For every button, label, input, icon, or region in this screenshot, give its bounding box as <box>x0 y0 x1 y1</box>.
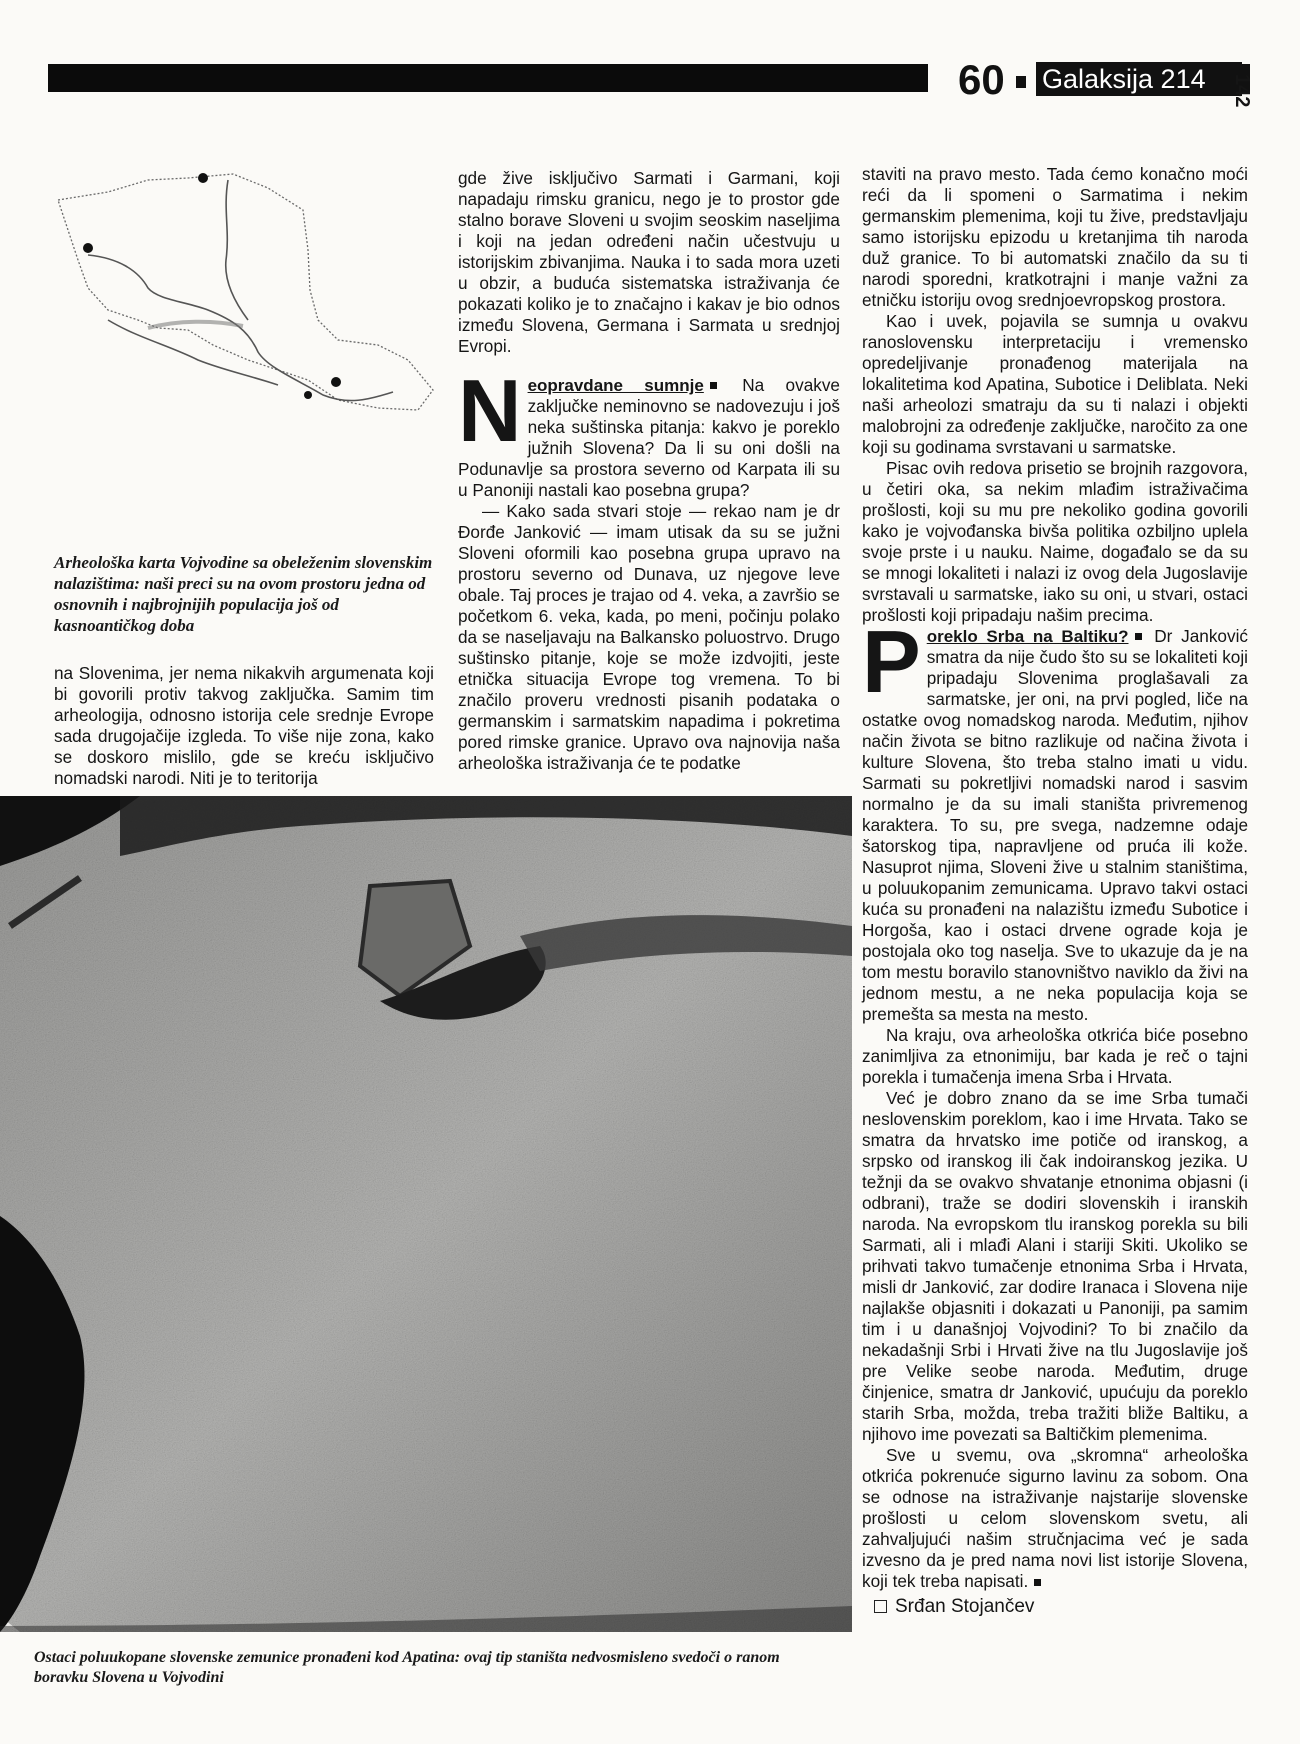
paragraph: — Kako sada stvari stoje — rekao nam je dr Đorđe Janković — imam utisak da su se južni Sloveni oformili kao posebna grupa upravo na prostoru severno od Dunava, uz njegove leve obale. Taj proces je trajao od 4. veka, a završio se početkom 6. veka, kada, po meni, počinju polako da se naseljavaju na Balkansko poluostrvo. Drugo suštinsko pitanje, koje se može izdvojiti, jeste etnička situacija Evrope tog vremena. To bi značilo proveru vrednosti pisanih podataka o germanskim i sarmatskim napadima i pokretima pored rimske granice. Upravo ova najnovija naša arheološka istraživanja će te podatke <box>458 501 840 773</box>
subheading: eopravdane sumnje <box>527 376 704 395</box>
drop-cap: P <box>862 612 921 711</box>
excavation-photo <box>0 796 852 1632</box>
subheading: oreklo Srba na Baltiku? <box>926 627 1129 646</box>
side-page-number: 142 <box>1231 74 1253 108</box>
closing-paragraph <box>862 1445 1248 1592</box>
paragraph: Na ovakve zaključke neminovno se nadovezuju i još neka suštinska pitanja: kakvo je poreklo južnih Slovena? Da li su oni došli na Podunavlje sa prostora severno od Karpata ili su u Panoniji nastali kao posebna grupa? <box>458 375 840 500</box>
paragraph: Sve u svemu, ova „skromna“ arheološka otkrića pokrenuće sigurno lavinu za sobom. Ona se odnose na istraživanje najstarije slovenske prošlosti u celom slovenskom svetu, ali zahvaljujući našim stručnjacima već je sada izvesno da je pred nama novi list istorije Slovena, koji tek treba napisati. <box>862 1445 1248 1591</box>
map-river-tisa <box>226 180 248 320</box>
vojvodina-map <box>48 170 436 470</box>
page-number: 60 <box>958 56 1005 103</box>
subheading-bullet <box>710 382 717 389</box>
paragraph: Već je dobro znano da se ime Srba tumači neslovenskim poreklom, kao i ime Hrvata. Tako se smatra da hrvatsko ime potiče od iranskog, a srpsko od iranskog ili čak indoiranskog jezika. U težnji da se ovakvo shvatanje etnonima objasni (i odbrani), traže se dodiri slovenskih i iranskih naroda. Na evropskom tlu iranskog porekla su bili Sarmati, ali i mlađi Alani i stariji Skiti. Ukoliko se prihvati takvo tumačenje etnonima Srba i Hrvata, misli dr Janković, zar dodire Iranaca i Slovena nije najlakše objasniti i dokazati u Panoniji, pa samim tim i u današnjoj Vojvodini? To bi značilo da nekadašnji Srbi i Hrvati žive na tlu Jugoslavije još pre Velike seobe naroda. Međutim, druge činjenice, smatra dr Janković, upućuju da poreklo starih Srba, možda, treba tražiti bliže Baltiku, a njihovo ime povezati sa Baltičkim plemenima. <box>862 1088 1248 1444</box>
map-site-marker <box>331 377 341 387</box>
map-river-danube <box>88 255 393 401</box>
subheading-bullet <box>1135 633 1142 640</box>
map-site-marker <box>304 391 312 399</box>
paragraph: Dr Janković smatra da nije čudo što su se lokaliteti koji pripadaju Slovenima proglašavali za sarmatske, jer oni, na prvi pogled, liče na ostatke ovog nomadskog naroda. Međutim, njihov način života se bitno razlikuje od načina života i kulture Slovena, što treba stalno imati u vidu. Sarmati su pokretljivi nomadski narod i sasvim normalno je da su imali staništa privremenog karaktera. To su, pre svega, nadzemne odaje šatorskog tipa, napravljene od pruća ili kože. Nasuprot njima, Sloveni žive u stalnim staništima, u poluukopanim zemunicama. Upravo takvi ostaci kuća su pronađeni na nalazištu između Subotice i Horgoša, kao i ostaci drvene ograde koja je postojala oko tog naselja. Sve to ukazuje da je na tom mestu boravilo stanovništvo naviklo da živi na jednom mestu, a ne neka populacija koja se premešta sa mesta na mesto. <box>862 626 1248 1024</box>
author-box-icon <box>874 1600 887 1613</box>
article-column-1 <box>54 663 434 789</box>
map-caption: Arheološka karta Vojvodine sa obeleženim slovenskim nalazištima: naši preci su na ovom prostoru jedna od osnovnih i najbrojnijih populacija još od kasnoantičkog doba <box>54 553 433 635</box>
map-site-marker <box>83 243 93 253</box>
header-rule <box>48 64 928 92</box>
end-mark <box>1034 1579 1041 1586</box>
map-river-sava <box>108 320 278 385</box>
article-column-2 <box>458 168 840 774</box>
section-neopravdane-sumnje <box>458 361 840 501</box>
magazine-title: Galaksija 214 <box>1036 62 1242 96</box>
paragraph: gde žive isključivo Sarmati i Garmani, koji napadaju rimsku granicu, nego je to prostor gde stalno borave Sloveni u svojim seoskim naseljima i koji na jedan određeni način učestvuju u istorijskim zbivanjima. Nauka i to sada mora uzeti u obzir, a buduća sistematska istraživanja će pokazati koliko je to značajno i kakav je bio odnos između Slovena, Germana i Sarmata u srednjoj Evropi. <box>458 168 840 356</box>
section-poreklo-srba <box>862 612 1248 1025</box>
paragraph: staviti na pravo mesto. Tada ćemo konačno moći reći da li spomeni o Sarmatima i nekim germanskim plemenima, koji tu žive, predstavljaju samo istorijsku epizodu u kretanjima tih naroda duž granice. To bi automatski značilo da su ti narodi sporedni, kratkotrajni i manje važni za etničku istoriju ovog srednjoevropskog prostora. <box>862 164 1248 310</box>
map-site-marker <box>198 173 208 183</box>
paragraph: Na kraju, ova arheološka otkrića biće posebno zanimljiva za etnonimiju, bar kada je reč o tajni porekla i tumačenja imena Srba i Hrvata. <box>862 1025 1248 1087</box>
author-name: Srđan Stojančev <box>895 1596 1035 1617</box>
header-bullet <box>1016 76 1026 88</box>
paragraph: na Slovenima, jer nema nikakvih argumenata koji bi govorili protiv takvog zaključka. Samim tim arheologija, odnosno istorija cele srednje Evrope sada drugojačije izgleda. To više nije zona, kako se doskoro mislilo, gde se kreću isključivo nomadski narodi. Niti je to teritorija <box>54 663 434 788</box>
paragraph: Pisac ovih redova prisetio se brojnih razgovora, u četiri oka, sa nekim mlađim istraživačima prošlosti, koji su mu pre nekoliko godina govorili kako je vojvođanska bivša politika ozbiljno uplela svoje prste i u nauku. Naime, događalo se da su se mnogi lokaliteti i nalazi iz ovog dela Jugoslavije svrstavali u sarmatske, iako su oni, u stvari, ostaci prošlosti koji pripadaju našim precima. <box>862 458 1248 625</box>
photo-caption: Ostaci poluukopane slovenske zemunice pronađeni kod Apatina: ovaj tip staništa nedvosmisleno svedoči o ranom boravku Slovena u Vojvodini <box>34 1649 780 1686</box>
author-line <box>862 1596 1248 1617</box>
paragraph: Kao i uvek, pojavila se sumnja u ovakvu ranoslovensku interpretaciju i vremensko opredeljivanje pronađenog materijala na lokalitetima kod Apatina, Subotice i Deliblata. Neki naši arheolozi smatraju da su ti nalazi i objekti malobrojni za određenje zaključke, naročito za one koji su godinama svrstavani u sarmatske. <box>862 311 1248 457</box>
drop-cap: N <box>458 361 522 460</box>
article-column-3 <box>862 164 1248 1617</box>
map-fruska-gora <box>148 322 243 328</box>
